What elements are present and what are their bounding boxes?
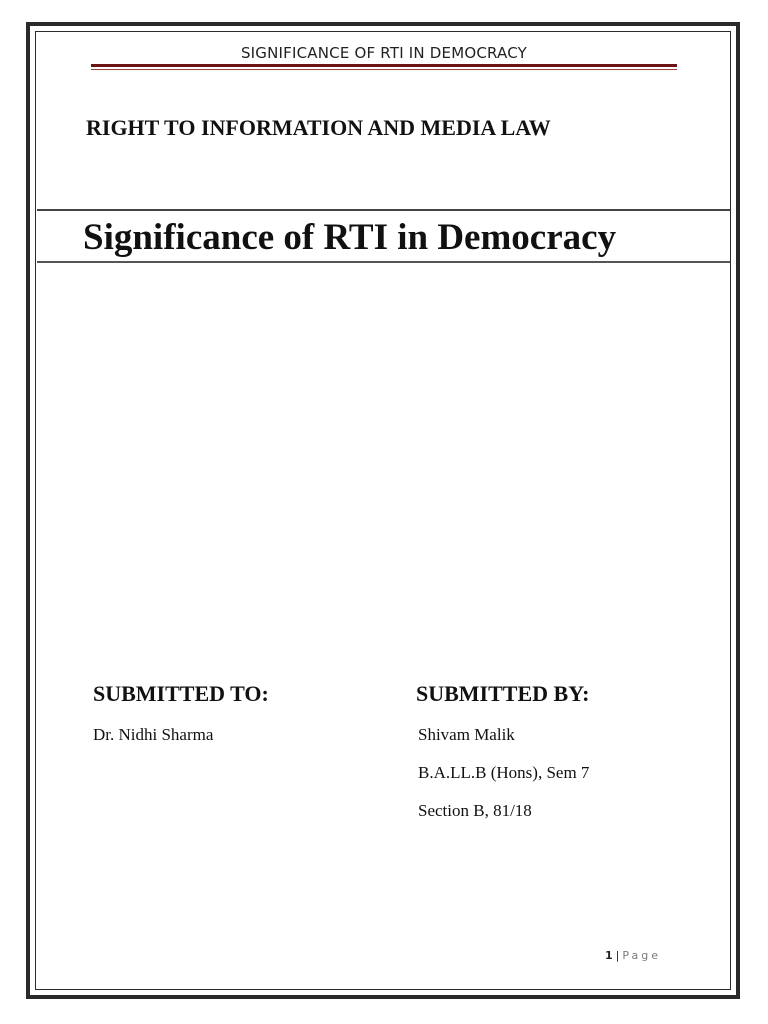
- page-number: 1: [605, 949, 613, 962]
- title-rule-bottom: [37, 261, 730, 263]
- student-program: B.A.LL.B (Hons), Sem 7: [418, 763, 590, 782]
- header-rule: [91, 64, 677, 67]
- title-rule-top: [37, 209, 730, 211]
- page-footer: [605, 949, 661, 962]
- student-section: Section B, 81/18: [418, 801, 532, 820]
- header-rule-secondary: [91, 69, 677, 70]
- page-border-inner: [35, 31, 731, 990]
- supervisor-name: Dr. Nidhi Sharma: [93, 725, 214, 744]
- submitted-by-heading: SUBMITTED BY:: [416, 681, 590, 706]
- page-label: Page: [622, 949, 662, 962]
- page-separator: |: [615, 949, 620, 962]
- student-name: Shivam Malik: [418, 725, 515, 744]
- document-title: Significance of RTI in Democracy: [83, 217, 617, 258]
- course-title: RIGHT TO INFORMATION AND MEDIA LAW: [86, 115, 551, 140]
- running-header: SIGNIFICANCE OF RTI IN DEMOCRACY: [240, 44, 528, 62]
- submitted-to-heading: SUBMITTED TO:: [93, 681, 269, 706]
